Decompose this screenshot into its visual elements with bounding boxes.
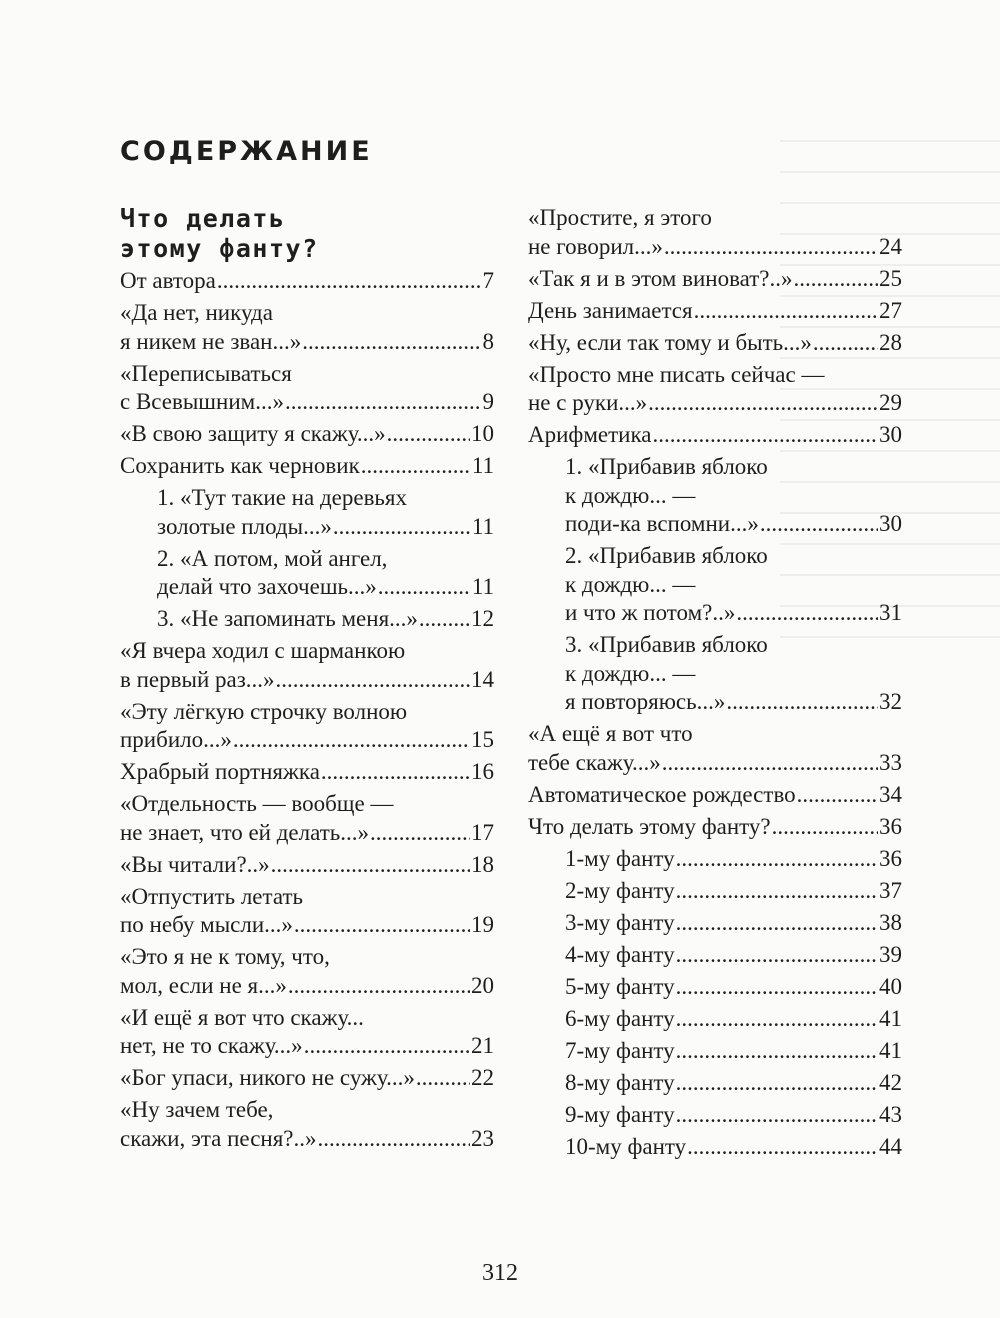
- toc-entry-title: «Бог упаси, никого не сужу...»: [120, 1065, 415, 1090]
- toc-entry-title: «Ну, если так тому и быть...»: [528, 329, 812, 355]
- toc-entry: [528, 909, 902, 938]
- toc-entry-final-line: [565, 1037, 902, 1066]
- dot-leader: [304, 1032, 470, 1061]
- dot-leader: [676, 1005, 878, 1034]
- toc-entry-page-number: 41: [879, 1037, 902, 1063]
- dot-leader: [276, 666, 470, 695]
- toc-entry: [120, 1096, 494, 1153]
- toc-entry: [528, 265, 902, 294]
- toc-entry-final-line: [120, 267, 494, 296]
- dot-leader: [416, 1064, 470, 1093]
- toc-entry-title: с Всевышним...»: [120, 389, 284, 414]
- toc-entries-right: [528, 204, 902, 1161]
- dot-leader: [772, 813, 878, 842]
- toc-entry-title: не говорил...»: [528, 233, 663, 259]
- toc-entry-line: «Да нет, никуда: [120, 300, 273, 325]
- toc-entry-page-number: 11: [471, 513, 494, 539]
- toc-entry-final-line: [528, 329, 902, 358]
- toc-entry: [528, 1069, 902, 1098]
- toc-entry-page-number: 36: [879, 813, 902, 839]
- dot-leader: [676, 973, 878, 1002]
- dot-leader: [294, 911, 470, 940]
- toc-entry-line: «Я вчера ходил с шарманкою: [120, 638, 406, 663]
- toc-entry: [528, 941, 902, 970]
- toc-entry-title: золотые плоды...»: [157, 513, 332, 539]
- toc-entry-page-number: 30: [879, 422, 902, 447]
- toc-entry-title: не знает, что ей делать...»: [120, 819, 370, 845]
- dot-leader: [419, 605, 470, 634]
- toc-entry-page-number: 11: [471, 453, 494, 478]
- toc-entry-final-line: [565, 909, 902, 938]
- toc-entry: [120, 605, 494, 634]
- toc-entry-final-line: [565, 1069, 902, 1098]
- dot-leader: [285, 388, 482, 417]
- toc-entry-final-line: [120, 388, 494, 417]
- toc-entry-final-line: [157, 573, 494, 602]
- dot-leader: [233, 726, 470, 755]
- toc-entry-final-line: [120, 1064, 494, 1093]
- toc-entry-page-number: 34: [879, 781, 902, 807]
- toc-entry: [528, 631, 902, 717]
- toc-entry: [120, 790, 494, 847]
- toc-entry-final-line: [120, 420, 494, 449]
- dot-leader: [361, 452, 471, 481]
- toc-entry-final-line: [120, 328, 494, 357]
- toc-entry-title: Автоматическое рождество: [528, 781, 796, 807]
- toc-entry: [528, 421, 902, 450]
- toc-entry-final-line: [120, 758, 494, 787]
- toc-entry: [528, 361, 902, 418]
- toc-entry-title: по небу мысли...»: [120, 912, 293, 937]
- toc-entry: [120, 1064, 494, 1093]
- toc-entry-page-number: 36: [879, 845, 902, 871]
- toc-entry-line: «И ещё я вот что скажу...: [120, 1004, 364, 1030]
- toc-entry-final-line: [528, 813, 902, 842]
- toc-entry: [120, 484, 494, 541]
- toc-entry: [528, 845, 902, 874]
- toc-entry-title: День занимается: [528, 297, 693, 323]
- toc-entry: [120, 360, 494, 417]
- toc-entry-title: и что ж потом?..»: [565, 600, 736, 625]
- section-title-line: этому фанту?: [120, 234, 319, 263]
- toc-entry-title: 8-му фанту: [565, 1069, 675, 1095]
- toc-entry: [528, 973, 902, 1002]
- dot-leader: [726, 688, 878, 717]
- dot-leader: [676, 1069, 878, 1098]
- toc-entry-final-line: [120, 911, 494, 940]
- toc-entry-final-line: [565, 688, 902, 717]
- toc-entry-page-number: 18: [471, 851, 494, 877]
- toc-entry-line: «Отпустить летать: [120, 883, 304, 909]
- toc-entry-title: «Вы читали?..»: [120, 851, 270, 877]
- toc-entry-page-number: 8: [482, 328, 494, 354]
- toc-entry-page-number: 27: [879, 297, 902, 323]
- toc-entry-title: нет, не то скажу...»: [120, 1033, 303, 1058]
- dot-leader: [217, 267, 482, 296]
- toc-entry-final-line: [528, 749, 902, 778]
- toc-entry-final-line: [157, 513, 494, 542]
- dot-leader: [794, 265, 879, 294]
- toc-entry-page-number: 23: [471, 1125, 494, 1151]
- toc-entry-page-number: 28: [879, 329, 902, 355]
- toc-entry: [120, 943, 494, 1000]
- toc-entry: [120, 637, 494, 694]
- toc-entry-title: 10-му фанту: [565, 1133, 687, 1159]
- toc-entry: [528, 204, 902, 261]
- toc-entry-final-line: [120, 452, 494, 481]
- toc-entry-page-number: 9: [482, 389, 494, 414]
- toc-entry-title: мол, если не я...»: [120, 972, 287, 998]
- dot-leader: [694, 297, 878, 326]
- toc-entry: [528, 542, 902, 628]
- toc-entry-title: делай что захочешь...»: [157, 574, 377, 599]
- toc-entry-line: 3. «Прибавив яблоко: [565, 632, 768, 657]
- dot-leader: [813, 329, 878, 358]
- toc-entry-page-number: 17: [471, 819, 494, 845]
- dot-leader: [302, 328, 481, 357]
- toc-entry-final-line: [565, 1005, 902, 1034]
- toc-entry-final-line: [565, 845, 902, 874]
- toc-entry-title: Что делать этому фанту?: [528, 813, 771, 839]
- toc-entry-line: «Отдельность — вообще —: [120, 791, 394, 816]
- toc-entry-title: 6-му фанту: [565, 1005, 675, 1031]
- toc-entry: [120, 851, 494, 880]
- toc-entry-title: скажи, эта песня?..»: [120, 1125, 317, 1151]
- toc-entry-title: не с руки...»: [528, 390, 648, 415]
- toc-entry-final-line: [120, 1125, 494, 1154]
- toc-entry-page-number: 20: [471, 972, 494, 998]
- dot-leader: [676, 1037, 878, 1066]
- toc-entry-page-number: 10: [471, 421, 494, 446]
- toc-entry-final-line: [120, 972, 494, 1001]
- toc-entry-line: «Переписываться: [120, 360, 292, 386]
- toc-entry-final-line: [565, 1133, 902, 1162]
- toc-entry-title: я никем не зван...»: [120, 328, 302, 354]
- toc-entries-left: [120, 267, 494, 1153]
- toc-entry-page-number: 33: [879, 749, 902, 775]
- toc-entry-final-line: [528, 233, 902, 262]
- toc-entry: [120, 299, 494, 356]
- toc-entry-title: тебе скажу...»: [528, 749, 661, 775]
- dot-leader: [288, 972, 470, 1001]
- toc-entry-final-line: [120, 666, 494, 695]
- toc-entry-title: Арифметика: [528, 422, 652, 447]
- toc-entry-line: 1. «Прибавив яблоко: [565, 454, 768, 479]
- toc-entry: [528, 453, 902, 539]
- toc-entry-page-number: 41: [879, 1005, 902, 1031]
- toc-entry: [120, 883, 494, 940]
- toc-entry-final-line: [528, 297, 902, 326]
- page-title: СОДЕРЖАНИЕ: [120, 136, 373, 167]
- dot-leader: [648, 389, 878, 418]
- toc-entry-page-number: 22: [471, 1065, 494, 1090]
- toc-entry-page-number: 40: [879, 973, 902, 999]
- toc-entry-line: 2. «А потом, мой ангел,: [157, 545, 388, 571]
- toc-entry: [120, 452, 494, 481]
- dot-leader: [387, 420, 470, 449]
- dot-leader: [652, 421, 878, 450]
- toc-entry-line: 1. «Тут такие на деревьях: [157, 485, 408, 510]
- toc-entry-page-number: 38: [879, 909, 902, 935]
- toc-column-left: [120, 204, 494, 1157]
- toc-entry: [528, 297, 902, 326]
- toc-entry-line: 2. «Прибавив яблоко: [565, 543, 768, 568]
- toc-entry-page-number: 14: [471, 666, 494, 692]
- toc-entry-title: 5-му фанту: [565, 973, 675, 999]
- toc-entry-title: 1-му фанту: [565, 845, 675, 871]
- dot-leader: [333, 513, 471, 542]
- toc-entry-final-line: [565, 877, 902, 906]
- toc-entry: [528, 1005, 902, 1034]
- toc-column-right: [528, 204, 902, 1165]
- dot-leader: [676, 1101, 878, 1130]
- toc-entry: [528, 329, 902, 358]
- toc-entry-page-number: 37: [879, 877, 902, 903]
- dot-leader: [370, 819, 470, 848]
- dot-leader: [676, 845, 878, 874]
- toc-entry-line: к дождю... —: [565, 571, 696, 597]
- toc-entry-title: 7-му фанту: [565, 1037, 675, 1063]
- toc-entry-final-line: [565, 941, 902, 970]
- toc-entry: [528, 720, 902, 777]
- toc-entry-title: поди-ка вспомни...»: [565, 511, 759, 536]
- toc-entry: [528, 813, 902, 842]
- toc-entry-title: прибило...»: [120, 727, 232, 752]
- toc-entry-line: «Ну зачем тебе,: [120, 1097, 274, 1122]
- toc-entry-title: Храбрый портняжка: [120, 759, 320, 784]
- toc-entry-line: «Простите, я этого: [528, 205, 712, 230]
- section-title-line: Что делать: [120, 204, 286, 233]
- toc-entry-page-number: 32: [879, 689, 902, 714]
- toc-entry-page-number: 39: [879, 941, 902, 967]
- toc-entry-final-line: [120, 1032, 494, 1061]
- dot-leader: [662, 749, 878, 778]
- toc-entry-page-number: 11: [471, 574, 494, 599]
- toc-entry-line: «Это я не к тому, что,: [120, 944, 330, 969]
- toc-entry-final-line: [120, 851, 494, 880]
- toc-entry-final-line: [120, 819, 494, 848]
- toc-entry-page-number: 15: [471, 727, 494, 752]
- toc-entry-line: «Эту лёгкую строчку волною: [120, 698, 408, 724]
- toc-entry: [120, 698, 494, 755]
- toc-entry-title: 3. «Не запоминать меня...»: [157, 606, 418, 631]
- toc-entry-page-number: 44: [879, 1133, 902, 1159]
- toc-entry-page-number: 31: [879, 600, 902, 625]
- toc-entry-page-number: 7: [482, 268, 494, 293]
- toc-entry: [528, 1133, 902, 1162]
- toc-entry: [120, 545, 494, 602]
- toc-entry-title: 3-му фанту: [565, 909, 675, 935]
- toc-entry-final-line: [120, 726, 494, 755]
- toc-entry: [120, 758, 494, 787]
- toc-entry-page-number: 43: [879, 1101, 902, 1127]
- dot-leader: [664, 233, 878, 262]
- toc-entry-title: Сохранить как черновик: [120, 453, 360, 478]
- dot-leader: [797, 781, 878, 810]
- toc-entry: [528, 1101, 902, 1130]
- toc-entry-title: «Так я и в этом виноват?..»: [528, 265, 793, 291]
- section-title: [120, 204, 494, 264]
- toc-entry-final-line: [157, 605, 494, 634]
- toc-entry: [120, 420, 494, 449]
- toc-entry-page-number: 19: [471, 912, 494, 937]
- toc-entry-final-line: [565, 1101, 902, 1130]
- dot-leader: [760, 510, 878, 539]
- toc-entry-final-line: [528, 389, 902, 418]
- dot-leader: [271, 851, 470, 880]
- toc-entry-title: 2-му фанту: [565, 877, 675, 903]
- toc-entry: [120, 1004, 494, 1061]
- toc-entry-final-line: [565, 510, 902, 539]
- page-number: 312: [482, 1260, 518, 1286]
- toc-entry-line: «А ещё я вот что: [528, 721, 693, 746]
- toc-entry-page-number: 29: [879, 390, 902, 415]
- toc-entry-title: 4-му фанту: [565, 941, 675, 967]
- dot-leader: [321, 758, 470, 787]
- toc-entry-final-line: [565, 599, 902, 628]
- toc-entry-title: «В свою защиту я скажу...»: [120, 421, 386, 446]
- dot-leader: [318, 1125, 471, 1154]
- toc-entry-line: к дождю... —: [565, 482, 696, 508]
- toc-entry: [120, 267, 494, 296]
- toc-entry: [528, 781, 902, 810]
- toc-entry-page-number: 21: [471, 1033, 494, 1058]
- toc-entry-title: я повторяюсь...»: [565, 689, 726, 714]
- toc-entry-line: к дождю... —: [565, 660, 696, 686]
- toc-entry-page-number: 24: [879, 233, 902, 259]
- dot-leader: [676, 909, 878, 938]
- dot-leader: [676, 877, 878, 906]
- toc-entry-title: в первый раз...»: [120, 666, 275, 692]
- toc-entry-title: 9-му фанту: [565, 1101, 675, 1127]
- toc-entry-final-line: [528, 781, 902, 810]
- dot-leader: [378, 573, 471, 602]
- toc-entry-line: «Просто мне писать сейчас —: [528, 361, 825, 387]
- toc-entry: [528, 1037, 902, 1066]
- dot-leader: [736, 599, 878, 628]
- toc-entry-page-number: 12: [471, 606, 494, 631]
- dot-leader: [687, 1133, 878, 1162]
- toc-entry-title: От автора: [120, 268, 216, 293]
- toc-entry: [528, 877, 902, 906]
- dot-leader: [676, 941, 878, 970]
- toc-entry-page-number: 30: [879, 511, 902, 536]
- toc-entry-final-line: [528, 421, 902, 450]
- toc-entry-final-line: [565, 973, 902, 1002]
- toc-entry-page-number: 25: [879, 265, 902, 291]
- toc-entry-final-line: [528, 265, 902, 294]
- toc-entry-page-number: 42: [879, 1069, 902, 1095]
- toc-entry-page-number: 16: [471, 759, 494, 784]
